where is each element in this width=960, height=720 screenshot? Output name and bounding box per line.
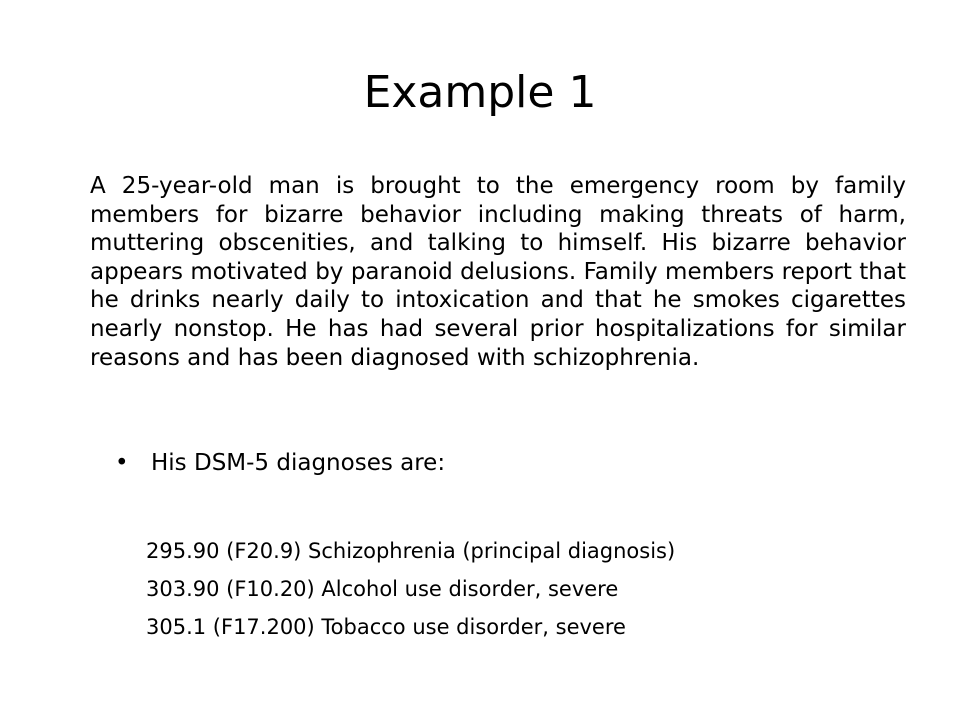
bullet-icon: • xyxy=(115,450,129,476)
case-paragraph: A 25-year-old man is brought to the emergency room by family members for bizarre behavior including making threats of harm, muttering obscenities, and talking to himself. His bizarre behavior appears motivated by paranoid delusions. Family members report that he drinks nearly daily to intoxication and that he smokes cigarettes nearly nonstop. He has had several prior hospitalizations for similar reasons and has been diagnosed with schizophrenia. xyxy=(90,173,906,371)
diagnosis-item: 305.1 (F17.200) Tobacco use disorder, severe xyxy=(146,615,626,639)
diagnosis-item: 303.90 (F10.20) Alcohol use disorder, severe xyxy=(146,577,619,601)
diagnoses-list xyxy=(146,532,926,646)
bullet-text: His DSM-5 diagnoses are: xyxy=(151,450,446,476)
diagnosis-item: 295.90 (F20.9) Schizophrenia (principal diagnosis) xyxy=(146,539,676,563)
slide-title: Example 1 xyxy=(363,67,597,118)
